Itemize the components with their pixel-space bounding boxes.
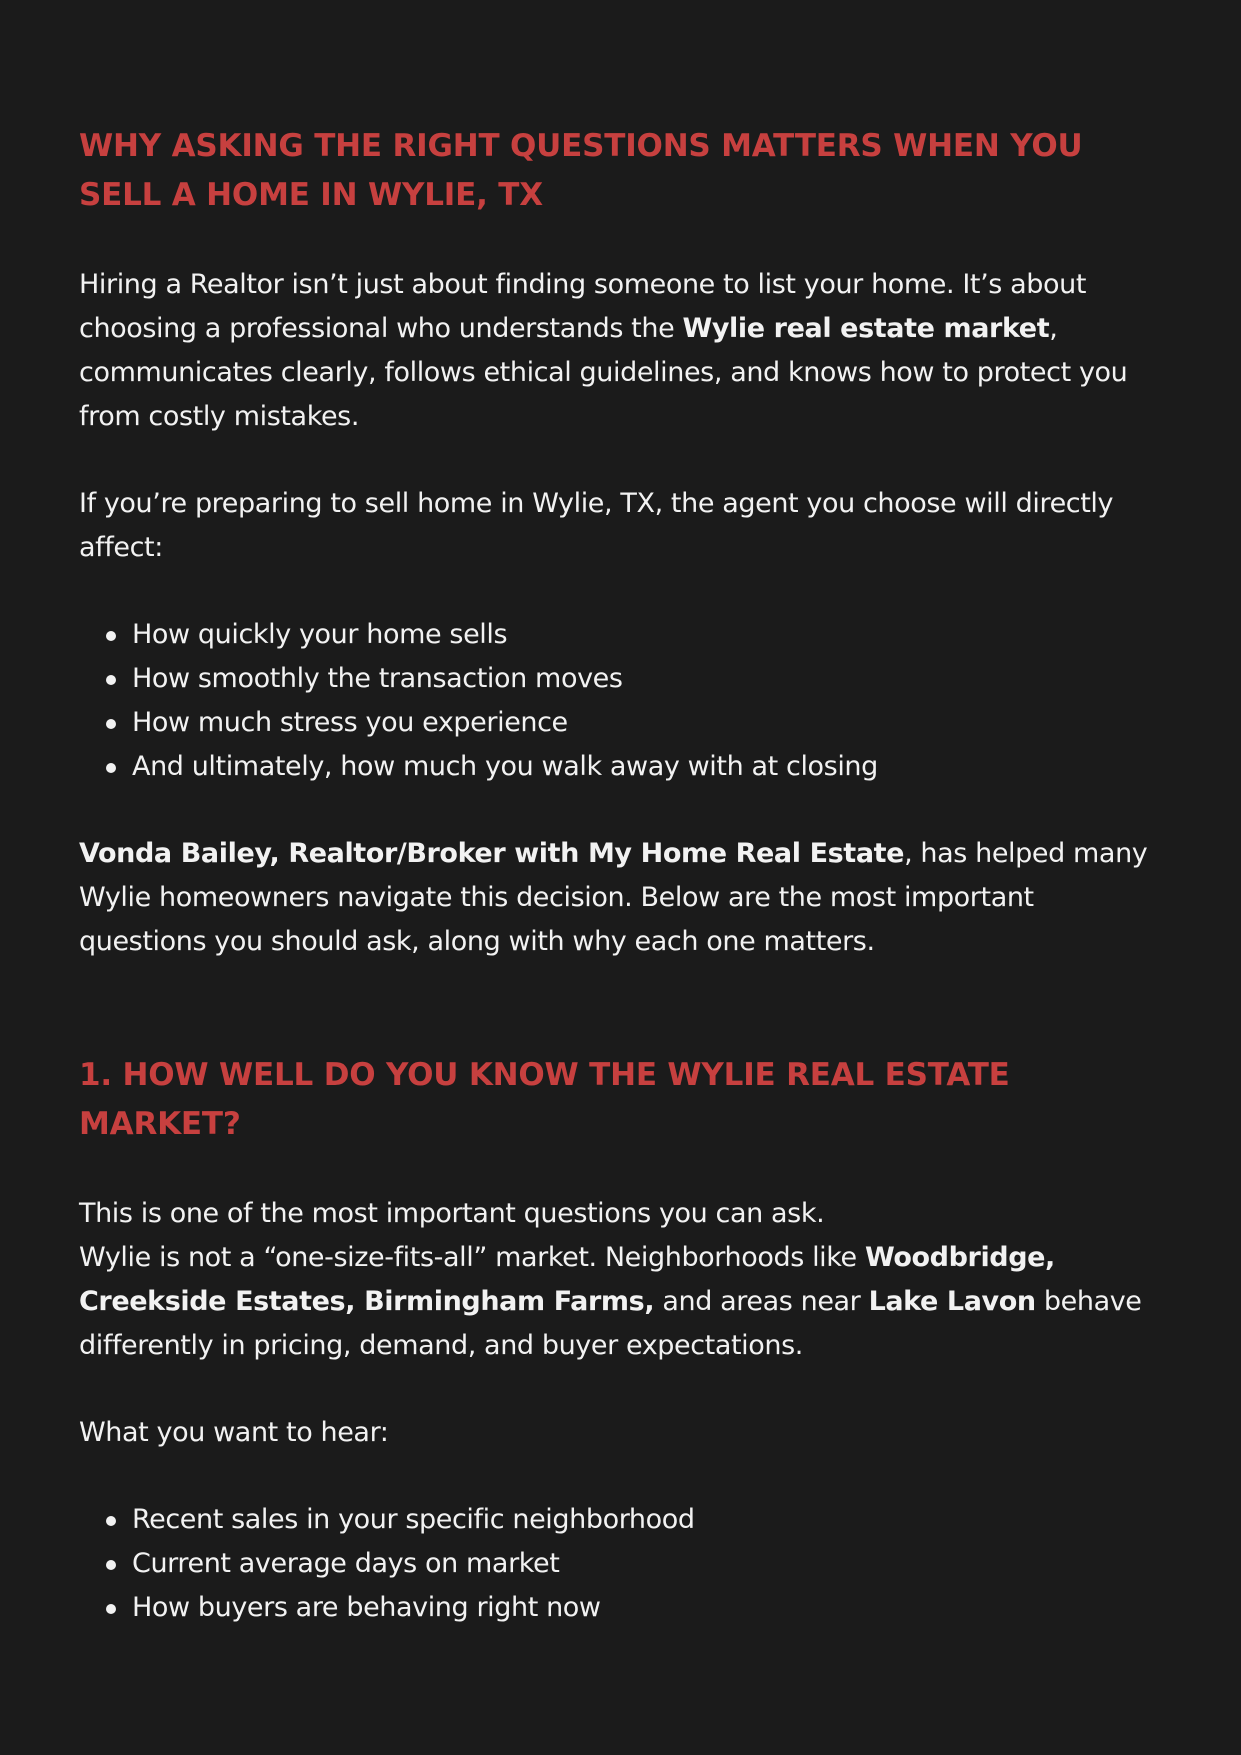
intro-text-end: , communicates clearly, follows ethical guidelines, and knows how to protect you from costly mistakes. [79,313,1128,432]
realtor-paragraph [79,832,1162,964]
bullet-icon [106,763,116,773]
market-text-end: behave differently in pricing, demand, and buyer expectations. [79,1286,1142,1361]
list-item-text: How smoothly the transaction moves [132,663,623,694]
market-text-mid: and areas near [654,1286,869,1317]
intro-paragraph [79,263,1162,439]
list-item [132,1586,1162,1630]
list-item-text: How much stress you experience [132,707,568,738]
section-heading-market-knowledge: 1. HOW WELL DO YOU KNOW THE WYLIE REAL ESTATE MARKET? [79,1057,1010,1142]
preparing-paragraph: If you’re preparing to sell home in Wylie, TX, the agent you choose will directly affect: [79,488,1114,563]
market-text-start: Wylie is not a “one-size-fits-all” market. Neighborhoods like [79,1242,865,1273]
realtor-text: , has helped many Wylie homeowners navigate this decision. Below are the most important questions you should ask, along with why each one matters. [79,838,1148,957]
intro-text-start: Hiring a Realtor isn’t just about finding someone to list your home. It’s about choosing a professional who understands the [79,269,1087,344]
what-to-hear-list [79,1498,1162,1630]
list-item-text: And ultimately, how much you walk away with at closing [132,751,878,782]
lake-lavon-bold: Lake Lavon [868,1286,1036,1317]
intro-bold-market: Wylie real estate market [682,313,1050,344]
bullet-icon [106,719,116,729]
bullet-icon [106,675,116,685]
bullet-icon [106,1604,116,1614]
list-item [132,1542,1162,1586]
realtor-name-bold: Vonda Bailey, Realtor/Broker with My Home Real Estate [79,838,905,869]
list-item [132,745,1162,789]
list-item [132,657,1162,701]
list-item-text: Recent sales in your specific neighborhood [132,1504,695,1535]
section-heading-why-asking: WHY ASKING THE RIGHT QUESTIONS MATTERS WHEN YOU SELL A HOME IN WYLIE, TX [79,128,1083,213]
list-item-text: Current average days on market [132,1548,560,1579]
list-item [132,1498,1162,1542]
neighborhoods-bold: Woodbridge, Creekside Estates, Birmingham Farms, [79,1242,1055,1317]
list-item-text: How quickly your home sells [132,619,508,650]
market-paragraph [79,1192,1162,1368]
market-text-line1: This is one of the most important questions you can ask. [79,1198,825,1229]
list-item-text: How buyers are behaving right now [132,1592,601,1623]
list-item [132,613,1162,657]
what-to-hear-paragraph: What you want to hear: [79,1417,389,1448]
bullet-icon [106,1516,116,1526]
bullet-icon [106,631,116,641]
list-item [132,701,1162,745]
bullet-icon [106,1560,116,1570]
affect-list [79,613,1162,789]
